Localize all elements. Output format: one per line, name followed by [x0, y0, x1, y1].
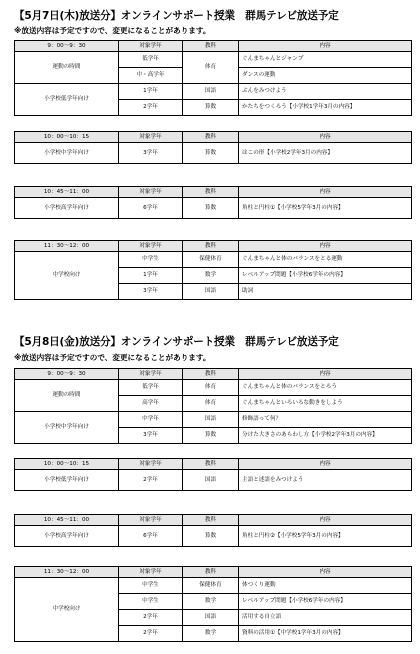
schedule-table: [14, 458, 412, 491]
target-group: 中学校向け: [15, 578, 119, 642]
column-header-level: 対象学年: [119, 459, 183, 470]
subject: 数学: [183, 626, 239, 642]
schedule-table: [14, 514, 412, 547]
grade-level: 中学年: [119, 412, 183, 428]
grade-level: 1学年: [119, 268, 183, 284]
section-title: 【5月7日(木)放送分】オンラインサポート授業 群馬テレビ放送予定: [14, 10, 339, 22]
column-header-subject: 教科: [183, 459, 239, 470]
schedule-table: [14, 186, 412, 219]
time-slot: 10：45～11：00: [15, 515, 119, 526]
subject: 算数: [183, 100, 239, 116]
table-header-row: [15, 41, 412, 52]
subject: 体育: [183, 380, 239, 396]
time-slot: 11：30～12：00: [15, 241, 119, 252]
column-header-subject: 教科: [183, 241, 239, 252]
column-header-subject: 教科: [183, 41, 239, 52]
column-header-content: 内容: [239, 41, 412, 52]
table-row: [15, 380, 412, 396]
subject: 数学: [183, 268, 239, 284]
column-header-subject: 教科: [183, 132, 239, 143]
subject: 国語: [183, 412, 239, 428]
grade-level: 中学生: [119, 594, 183, 610]
lesson-content: 主語と述語をみつけよう: [239, 470, 412, 491]
column-header-subject: 教科: [183, 515, 239, 526]
subject: 体育: [183, 396, 239, 412]
column-header-content: 内容: [239, 567, 412, 578]
table-header-row: [15, 515, 412, 526]
subject: 保健体育: [183, 578, 239, 594]
schedule-note: ※放送内容は予定ですので、変更になることがあります。: [14, 353, 211, 362]
target-group: 小学校中学年向け: [15, 412, 119, 444]
lesson-content: ぐんまちゃんと体のバランスをとろう: [239, 380, 412, 396]
lesson-content: 角柱と円柱①【小学校5学年3月の内容】: [239, 198, 412, 219]
schedule-table: [14, 131, 412, 164]
grade-level: 2学年: [119, 100, 183, 116]
grade-level: 2学年: [119, 626, 183, 642]
lesson-content: 助詞: [239, 284, 412, 300]
subject: 数学: [183, 594, 239, 610]
lesson-content: レベルアップ問題【小学校6学年の内容】: [239, 594, 412, 610]
schedule-table: [14, 240, 412, 300]
table-row: [15, 526, 412, 547]
column-header-level: 対象学年: [119, 369, 183, 380]
column-header-level: 対象学年: [119, 241, 183, 252]
table-header-row: [15, 132, 412, 143]
schedule-table: [14, 368, 412, 444]
time-slot: 11：30～12：00: [15, 567, 119, 578]
lesson-content: 角柱と円柱②【小学校5学年3月の内容】: [239, 526, 412, 547]
grade-level: 2学年: [119, 610, 183, 626]
target-group: 中学校向け: [15, 252, 119, 300]
time-slot: 10：00～10：15: [15, 459, 119, 470]
target-group: 小学校高学年向け: [15, 198, 119, 219]
subject: 国語: [183, 84, 239, 100]
column-header-content: 内容: [239, 515, 412, 526]
target-group: 小学校高学年向け: [15, 526, 119, 547]
subject: 国語: [183, 284, 239, 300]
grade-level: 3学年: [119, 143, 183, 164]
lesson-content: はこの形【小学校2学年3月の内容】: [239, 143, 412, 164]
section-title: 【5月8日(金)放送分】オンラインサポート授業 群馬テレビ放送予定: [14, 336, 339, 348]
lesson-content: 活用する自立語: [239, 610, 412, 626]
grade-level: 2学年: [119, 470, 183, 491]
lesson-content: ぐんまちゃんとジャンプ: [239, 52, 412, 68]
table-row: [15, 412, 412, 428]
subject: 体育: [183, 52, 239, 84]
table-row: [15, 143, 412, 164]
column-header-subject: 教科: [183, 369, 239, 380]
column-header-content: 内容: [239, 132, 412, 143]
time-slot: 9：00～9：30: [15, 41, 119, 52]
column-header-content: 内容: [239, 241, 412, 252]
table-header-row: [15, 567, 412, 578]
grade-level: 低学年: [119, 380, 183, 396]
table-header-row: [15, 187, 412, 198]
subject: 算数: [183, 198, 239, 219]
schedule-note: ※放送内容は予定ですので、変更になることがあります。: [14, 26, 211, 35]
grade-level: 1学年: [119, 84, 183, 100]
grade-level: 高学年: [119, 396, 183, 412]
lesson-content: ダンスの運動: [239, 68, 412, 84]
target-group: 小学校低学年向け: [15, 84, 119, 116]
grade-level: 6学年: [119, 526, 183, 547]
lesson-content: ぐんまちゃんと体のバランスをとる運動: [239, 252, 412, 268]
subject: 算数: [183, 143, 239, 164]
subject: 保健体育: [183, 252, 239, 268]
grade-level: 中学生: [119, 578, 183, 594]
column-header-level: 対象学年: [119, 515, 183, 526]
table-row: [15, 198, 412, 219]
lesson-content: 資料の活用①【中学校1学年3月の内容】: [239, 626, 412, 642]
table-row: [15, 52, 412, 68]
time-slot: 10：00～10：15: [15, 132, 119, 143]
column-header-level: 対象学年: [119, 132, 183, 143]
schedule-table: [14, 566, 412, 642]
table-row: [15, 470, 412, 491]
grade-level: 中学生: [119, 252, 183, 268]
column-header-content: 内容: [239, 369, 412, 380]
column-header-content: 内容: [239, 187, 412, 198]
column-header-subject: 教科: [183, 567, 239, 578]
grade-level: 低学年: [119, 52, 183, 68]
subject: 国語: [183, 610, 239, 626]
lesson-content: かたちをつくろう【小学校1学年3月の内容】: [239, 100, 412, 116]
column-header-content: 内容: [239, 459, 412, 470]
lesson-content: 修飾語って何？: [239, 412, 412, 428]
lesson-content: ぶんをみつけよう: [239, 84, 412, 100]
subject: 算数: [183, 526, 239, 547]
schedule-table: [14, 40, 412, 116]
target-group: 小学校低学年向け: [15, 470, 119, 491]
table-header-row: [15, 241, 412, 252]
table-header-row: [15, 369, 412, 380]
target-group: 運動の時間: [15, 380, 119, 412]
lesson-content: ぐんまちゃんといろいろな動きをしよう: [239, 396, 412, 412]
grade-level: 3学年: [119, 428, 183, 444]
grade-level: 中・高学年: [119, 68, 183, 84]
table-header-row: [15, 459, 412, 470]
target-group: 運動の時間: [15, 52, 119, 84]
time-slot: 10：45～11：00: [15, 187, 119, 198]
grade-level: 3学年: [119, 284, 183, 300]
table-row: [15, 252, 412, 268]
lesson-content: 分けた大きさのあらわし方【小学校2学年3月の内容】: [239, 428, 412, 444]
column-header-level: 対象学年: [119, 567, 183, 578]
column-header-level: 対象学年: [119, 187, 183, 198]
subject: 算数: [183, 428, 239, 444]
lesson-content: 体つくり運動: [239, 578, 412, 594]
column-header-subject: 教科: [183, 187, 239, 198]
time-slot: 9：00～9：30: [15, 369, 119, 380]
grade-level: 6学年: [119, 198, 183, 219]
column-header-level: 対象学年: [119, 41, 183, 52]
target-group: 小学校中学年向け: [15, 143, 119, 164]
lesson-content: レベルアップ問題【小学校6学年の内容】: [239, 268, 412, 284]
table-row: [15, 578, 412, 594]
table-row: [15, 84, 412, 100]
subject: 国語: [183, 470, 239, 491]
